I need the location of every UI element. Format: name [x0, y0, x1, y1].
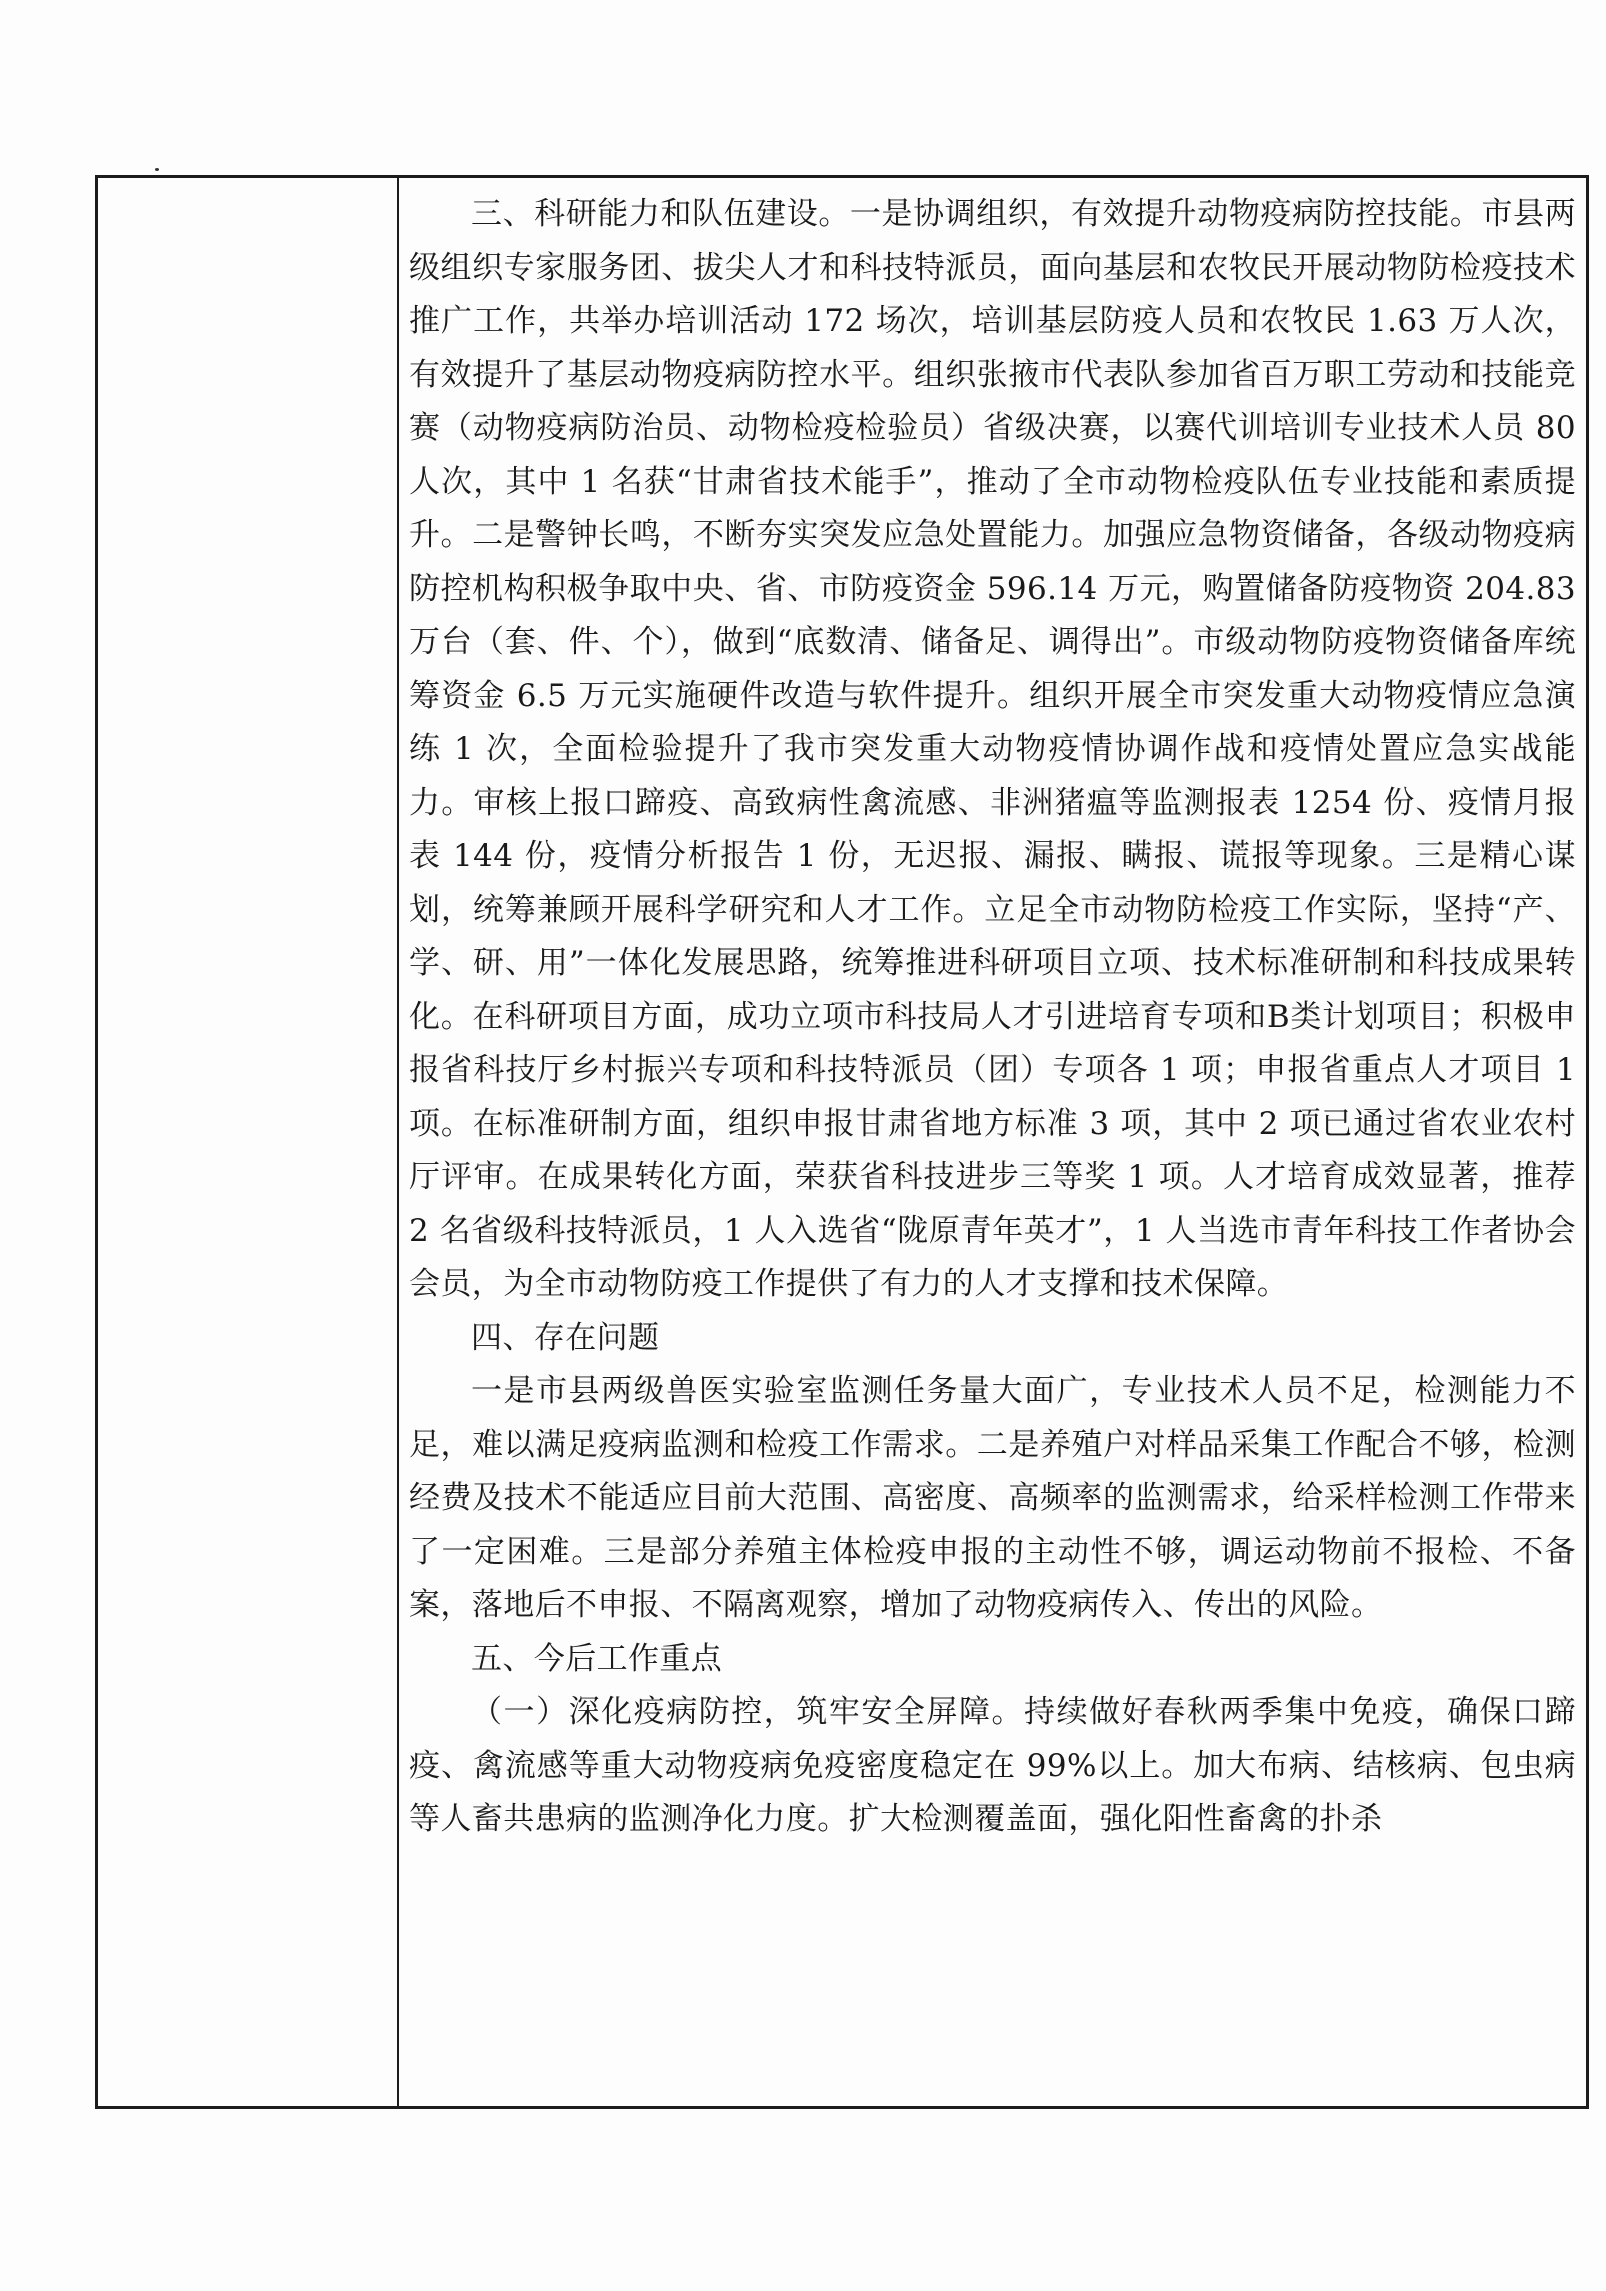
- section-5-item-1: （一）深化疫病防控，筑牢安全屏障。持续做好春秋两季集中免疫，确保口蹄疫、禽流感等重大动物疫病免疫密度稳定在 99%以上。加大布病、结核病、包虫病等人畜共患病的监测净化力度。扩大检测覆盖面，强化阳性畜禽的扑杀: [409, 1694, 1576, 1837]
- scan-speck: [155, 168, 159, 171]
- form-table: [95, 175, 1589, 2109]
- section-4-heading: 四、存在问题: [471, 1319, 660, 1356]
- section-5-heading: 五、今后工作重点: [471, 1640, 723, 1677]
- table-label-cell: [98, 178, 399, 2106]
- section-3-paragraph: 三、科研能力和队伍建设。一是协调组织，有效提升动物疫病防控技能。市县两级组织专家服务团、拔尖人才和科技特派员，面向基层和农牧民开展动物防检疫技术推广工作，共举办培训活动 172 场次，培训基层防疫人员和农牧民 1.63 万人次，有效提升了基层动物疫病防控水平。组织张掖市代表队参加省百万职工劳动和技能竞赛（动物疫病防治员、动物检疫检验员）省级决赛，以赛代训培训专业技术人员 80 人次，其中 1 名获“甘肃省技术能手”，推动了全市动物检疫队伍专业技能和素质提升。二是警钟长鸣，不断夯实突发应急处置能力。加强应急物资储备，各级动物疫病防控机构积极争取中央、省、市防疫资金 596.14 万元，购置储备防疫物资 204.83 万台（套、件、个），做到“底数清、储备足、调得出”。市级动物防疫物资储备库统筹资金 6.5 万元实施硬件改造与软件提升。组织开展全市突发重大动物疫情应急演练 1 次，全面检验提升了我市突发重大动物疫情协调作战和疫情处置应急实战能力。审核上报口蹄疫、高致病性禽流感、非洲猪瘟等监测报表 1254 份、疫情月报表 144 份，疫情分析报告 1 份，无迟报、漏报、瞒报、谎报等现象。三是精心谋划，统筹兼顾开展科学研究和人才工作。立足全市动物防检疫工作实际，坚持“产、学、研、用”一体化发展思路，统筹推进科研项目立项、技术标准研制和科技成果转化。在科研项目方面，成功立项市科技局人才引进培育专项和B类计划项目；积极申报省科技厅乡村振兴专项和科技特派员（团）专项各 1 项；申报省重点人才项目 1 项。在标准研制方面，组织申报甘肃省地方标准 3 项，其中 2 项已通过省农业农村厅评审。在成果转化方面，荣获省科技进步三等奖 1 项。人才培育成效显著，推荐 2 名省级科技特派员，1 人入选省“陇原青年英才”，1 人当选市青年科技工作者协会会员，为全市动物防疫工作提供了有力的人才支撑和技术保障。: [409, 196, 1576, 1302]
- table-content-cell: [399, 178, 1586, 2106]
- section-4-paragraph: 一是市县两级兽医实验室监测任务量大面广，专业技术人员不足，检测能力不足，难以满足疫病监测和检疫工作需求。二是养殖户对样品采集工作配合不够，检测经费及技术不能适应目前大范围、高密度、高频率的监测需求，给采样检测工作带来了一定困难。三是部分养殖主体检疫申报的主动性不够，调运动物前不报检、不备案，落地后不申报、不隔离观察，增加了动物疫病传入、传出的风险。: [409, 1373, 1576, 1623]
